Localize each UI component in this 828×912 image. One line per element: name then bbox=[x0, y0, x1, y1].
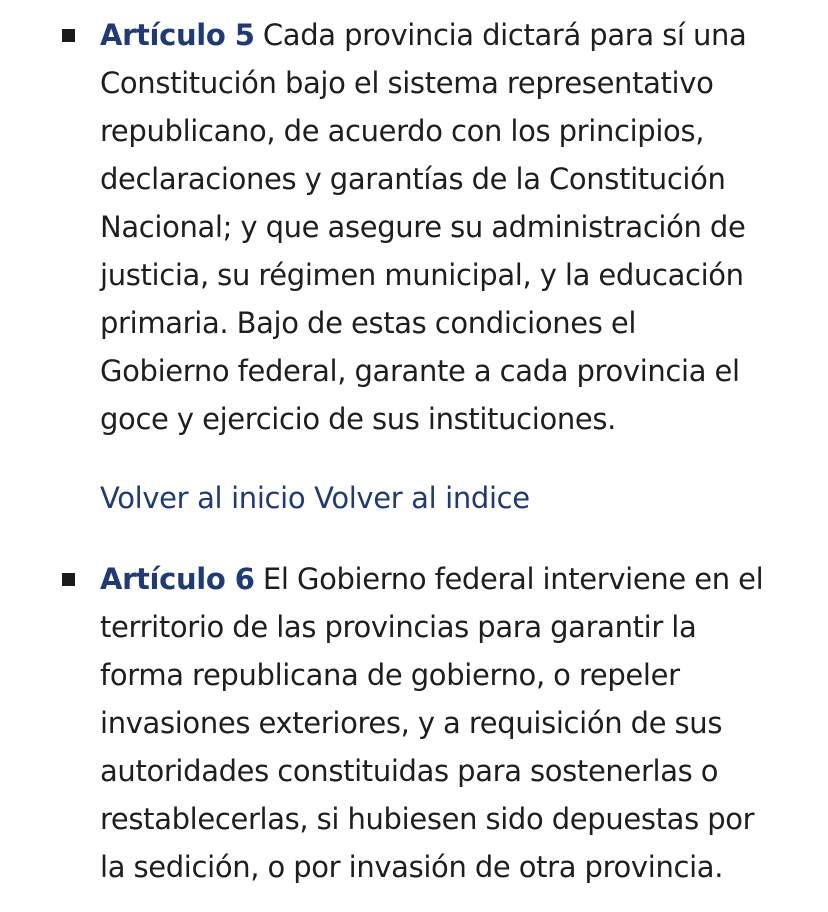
article-6-first-line bbox=[100, 555, 800, 603]
article-6-line-4: autoridades constituidas para sostenerlas o bbox=[100, 754, 719, 788]
article-5-line-8: goce y ejercicio de sus instituciones. bbox=[100, 402, 617, 436]
article-6-line-3: invasiones exteriores, y a requisición de sus bbox=[100, 706, 723, 740]
article-5-line-7: Gobierno federal, garante a cada provincia el bbox=[100, 354, 740, 388]
back-to-index-link[interactable]: Volver al indice bbox=[314, 481, 530, 515]
article-6-line-5: restablecerlas, si hubiesen sido depuestas por bbox=[100, 802, 755, 836]
article-6-line-1: territorio de las provincias para garantir la bbox=[100, 610, 697, 644]
article-5-first-line bbox=[100, 11, 800, 59]
nav-links bbox=[100, 474, 530, 522]
article-6-line-2: forma republicana de gobierno, o repeler bbox=[100, 658, 680, 692]
article-5-line-6: primaria. Bajo de estas condiciones el bbox=[100, 306, 637, 340]
article-6-title: Artículo 6 bbox=[100, 562, 255, 596]
bullet-square-icon bbox=[62, 29, 75, 42]
bullet-square-icon bbox=[62, 573, 75, 586]
article-6-line-0: El Gobierno federal interviene en el bbox=[262, 562, 764, 596]
article-5-line-3: declaraciones y garantías de la Constitución bbox=[100, 162, 726, 196]
article-5-title: Artículo 5 bbox=[100, 18, 255, 52]
article-5-line-4: Nacional; y que asegure su administración de bbox=[100, 210, 746, 244]
article-6-text bbox=[100, 555, 800, 891]
article-5-text bbox=[100, 11, 800, 443]
article-5-line-0: Cada provincia dictará para sí una bbox=[262, 18, 747, 52]
back-to-start-link[interactable]: Volver al inicio bbox=[100, 481, 306, 515]
article-5-line-5: justicia, su régimen municipal, y la educación bbox=[100, 258, 744, 292]
article-5-line-2: republicano, de acuerdo con los principios, bbox=[100, 114, 705, 148]
article-6-line-6: la sedición, o por invasión de otra provincia. bbox=[100, 850, 724, 884]
article-5-line-1: Constitución bajo el sistema representativo bbox=[100, 66, 714, 100]
